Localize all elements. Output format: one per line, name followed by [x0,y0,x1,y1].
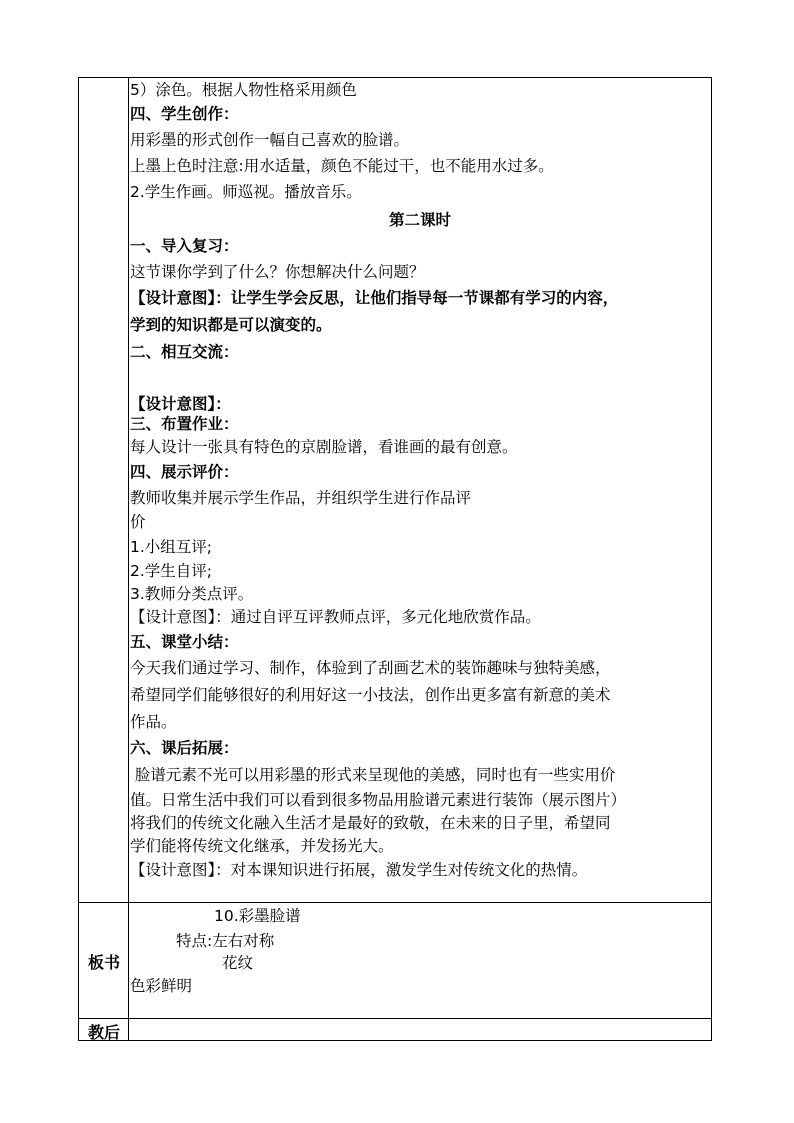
extension-text-3: 将我们的传统文化融入生活才是最好的致敬，在未来的日子里，希望同 [130,814,611,832]
after-class-label: 教后 [87,1023,120,1042]
board-label: 板书 [87,953,120,972]
extension-text-4: 学们能将传统文化继承，并发扬光大。 [130,837,394,855]
section-summary: 五、课堂小结： [130,633,239,651]
extension-text-2: 值。日常生活中我们可以看到很多物品用脸谱元素进行装饰（展示图片） [130,791,627,809]
design-intent-exchange: 【设计意图】： [130,395,231,413]
design-intent-review-1: 【设计意图】：让学生学会反思，让他们指导每一节课都有学习的内容， [130,289,619,307]
board-pattern: 花纹 [222,954,254,972]
section-review: 一、导入复习： [130,237,239,255]
board-feature: 特点:左右对称 [176,932,275,950]
section-display-evaluation: 四、展示评价： [130,463,239,481]
evaluation-desc-cont: 价 [130,513,146,531]
extension-text-1: 脸谱元素不光可以用彩墨的形式来呈现他的美感，同时也有一些实用价 [130,766,616,784]
creation-task: 用彩墨的形式创作一幅自己喜欢的脸谱。 [130,131,410,149]
table-border-right [711,77,712,1041]
creation-note: 上墨上色时注意:用水适量，颜色不能过干，也不能用水过多。 [130,157,554,175]
evaluation-item-2: 2.学生自评; [130,562,213,580]
section-exchange: 二、相互交流： [130,343,239,361]
table-row-divider-1 [78,902,712,903]
table-row-divider-2 [78,1018,712,1019]
board-color: 色彩鲜明 [130,977,193,995]
design-intent-review-2: 学到的知识都是可以演变的。 [130,316,332,334]
section-extension: 六、课后拓展： [130,739,239,757]
section-homework: 三、布置作业： [130,415,239,433]
design-intent-extension: 【设计意图】：对本课知识进行拓展，激发学生对传统文化的热情。 [130,861,588,879]
evaluation-item-1: 1.小组互评; [130,538,213,556]
table-border-bottom [78,1040,712,1041]
step-coloring: 5）涂色。根据人物性格采用颜色 [130,81,357,99]
evaluation-item-3: 3.教师分类点评。 [130,585,254,603]
table-border-top [78,77,712,78]
table-column-divider [128,77,129,1041]
table-border-left [78,77,79,1041]
review-question: 这节课你学到了什么？你想解决什么问题？ [130,263,425,281]
section-student-creation: 四、学生创作： [130,105,239,123]
board-title: 10.彩墨脸谱 [214,907,301,925]
summary-text-3: 作品。 [130,713,177,731]
second-lesson-heading: 第二课时 [388,211,451,229]
design-intent-evaluation: 【设计意图】：通过自评互评教师点评，多元化地欣赏作品。 [130,608,541,626]
homework-task: 每人设计一张具有特色的京剧脸谱，看谁画的最有创意。 [130,438,518,456]
evaluation-desc: 教师收集并展示学生作品，并组织学生进行作品评 [130,489,472,507]
student-drawing-step: 2.学生作画。师巡视。播放音乐。 [130,183,362,201]
summary-text-2: 希望同学们能够很好的利用好这一小技法，创作出更多富有新意的美术 [130,686,611,704]
summary-text-1: 今天我们通过学习、制作，体验到了刮画艺术的装饰趣味与独特美感， [130,659,611,677]
